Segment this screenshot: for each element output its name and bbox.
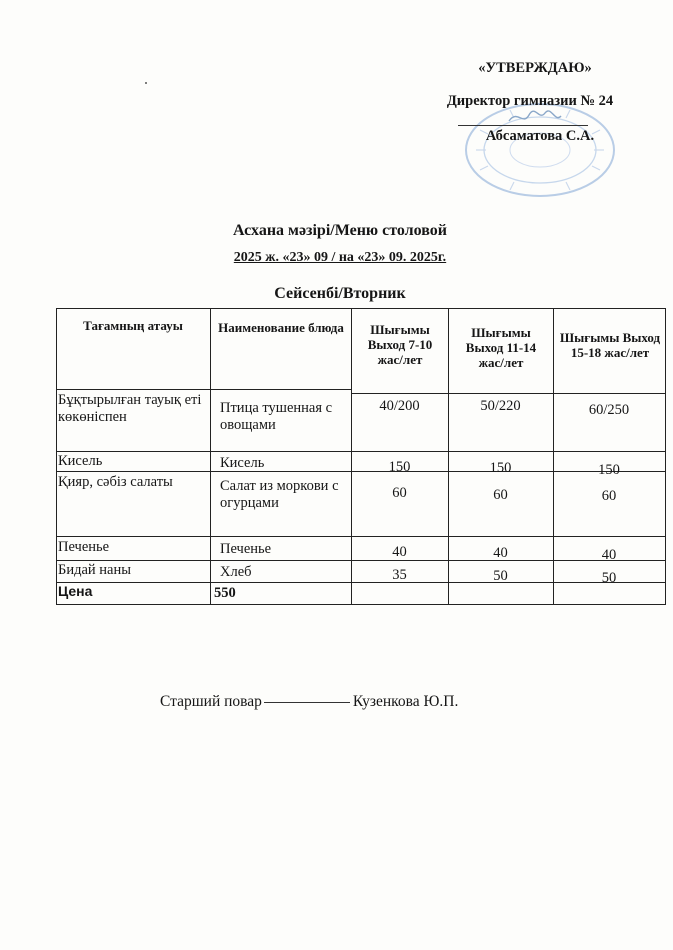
signature-line: [458, 125, 588, 126]
table-border-top: [56, 308, 666, 309]
approval-title: «УТВЕРЖДАЮ»: [478, 60, 592, 76]
row-4-ru: Печенье: [220, 541, 272, 557]
table-border-right: [665, 308, 666, 604]
col-header-ru: Наименование блюда: [218, 320, 344, 335]
chef-name: Кузенкова Ю.П.: [352, 693, 459, 710]
col-header-kz: Тағамның атауы: [83, 318, 183, 333]
row-2-11-14: 150: [489, 460, 512, 476]
scan-speck: [145, 82, 147, 84]
row-1-ru: Птица тушенная с овощами: [220, 400, 333, 433]
row-2-ru: Кисель: [220, 455, 265, 471]
approval-name: Абсаматова С.А.: [485, 128, 595, 144]
row-2-15-18: 150: [598, 462, 620, 478]
price-label: Цена: [58, 583, 93, 599]
row-3-11-14: 60: [493, 487, 508, 503]
row-3-15-18: 60: [601, 488, 617, 504]
menu-date: 2025 ж. «23» 09 / на «23» 09. 2025г.: [233, 250, 447, 265]
chef-signature-blank: [264, 702, 350, 703]
price-value: 550: [214, 585, 236, 601]
chef-label: Старший повар: [160, 693, 262, 710]
row-4-15-18: 40: [601, 547, 617, 563]
approval-role: Директор гимназии № 24: [446, 93, 614, 109]
table-col-line: [210, 308, 211, 604]
menu-day: Сейсенбі/Вторник: [274, 285, 406, 302]
col-header-15-18: Шығымы Выход 15-18 жас/лет: [559, 330, 661, 360]
row-5-15-18: 50: [601, 570, 617, 586]
row-5-7-10: 35: [392, 567, 407, 583]
table-col-line: [56, 308, 57, 604]
menu-title: Асхана мәзірі/Меню столовой: [232, 222, 448, 239]
row-3-kz: Қияр, сәбіз салаты: [58, 474, 173, 490]
row-1-11-14: 50/220: [480, 398, 521, 414]
table-row-line: [351, 393, 666, 394]
row-1-7-10: 40/200: [379, 398, 420, 414]
row-4-11-14: 40: [493, 545, 508, 561]
col-header-11-14: Шығымы Выход 11-14 жас/лет: [465, 325, 537, 370]
col-header-7-10: Шығымы Выход 7-10 жас/лет: [367, 322, 433, 367]
row-1-kz: Бұқтырылған тауық еті көкөніспен: [58, 392, 202, 425]
chef-signature-line: [160, 693, 580, 711]
row-2-kz: Кисель: [58, 453, 103, 469]
row-1-15-18: 60/250: [588, 402, 630, 418]
table-row-line: [56, 536, 666, 537]
row-5-ru: Хлеб: [220, 564, 252, 580]
row-5-kz: Бидай наны: [58, 562, 131, 578]
row-4-kz: Печенье: [58, 539, 110, 555]
row-5-11-14: 50: [493, 568, 508, 584]
row-4-7-10: 40: [392, 544, 407, 560]
row-2-7-10: 150: [388, 459, 411, 475]
table-row-line: [56, 451, 666, 452]
row-3-7-10: 60: [392, 485, 407, 501]
table-row-line: [56, 389, 351, 390]
row-3-ru: Салат из моркови с огурцами: [220, 478, 339, 511]
table-border-bottom: [56, 604, 666, 605]
